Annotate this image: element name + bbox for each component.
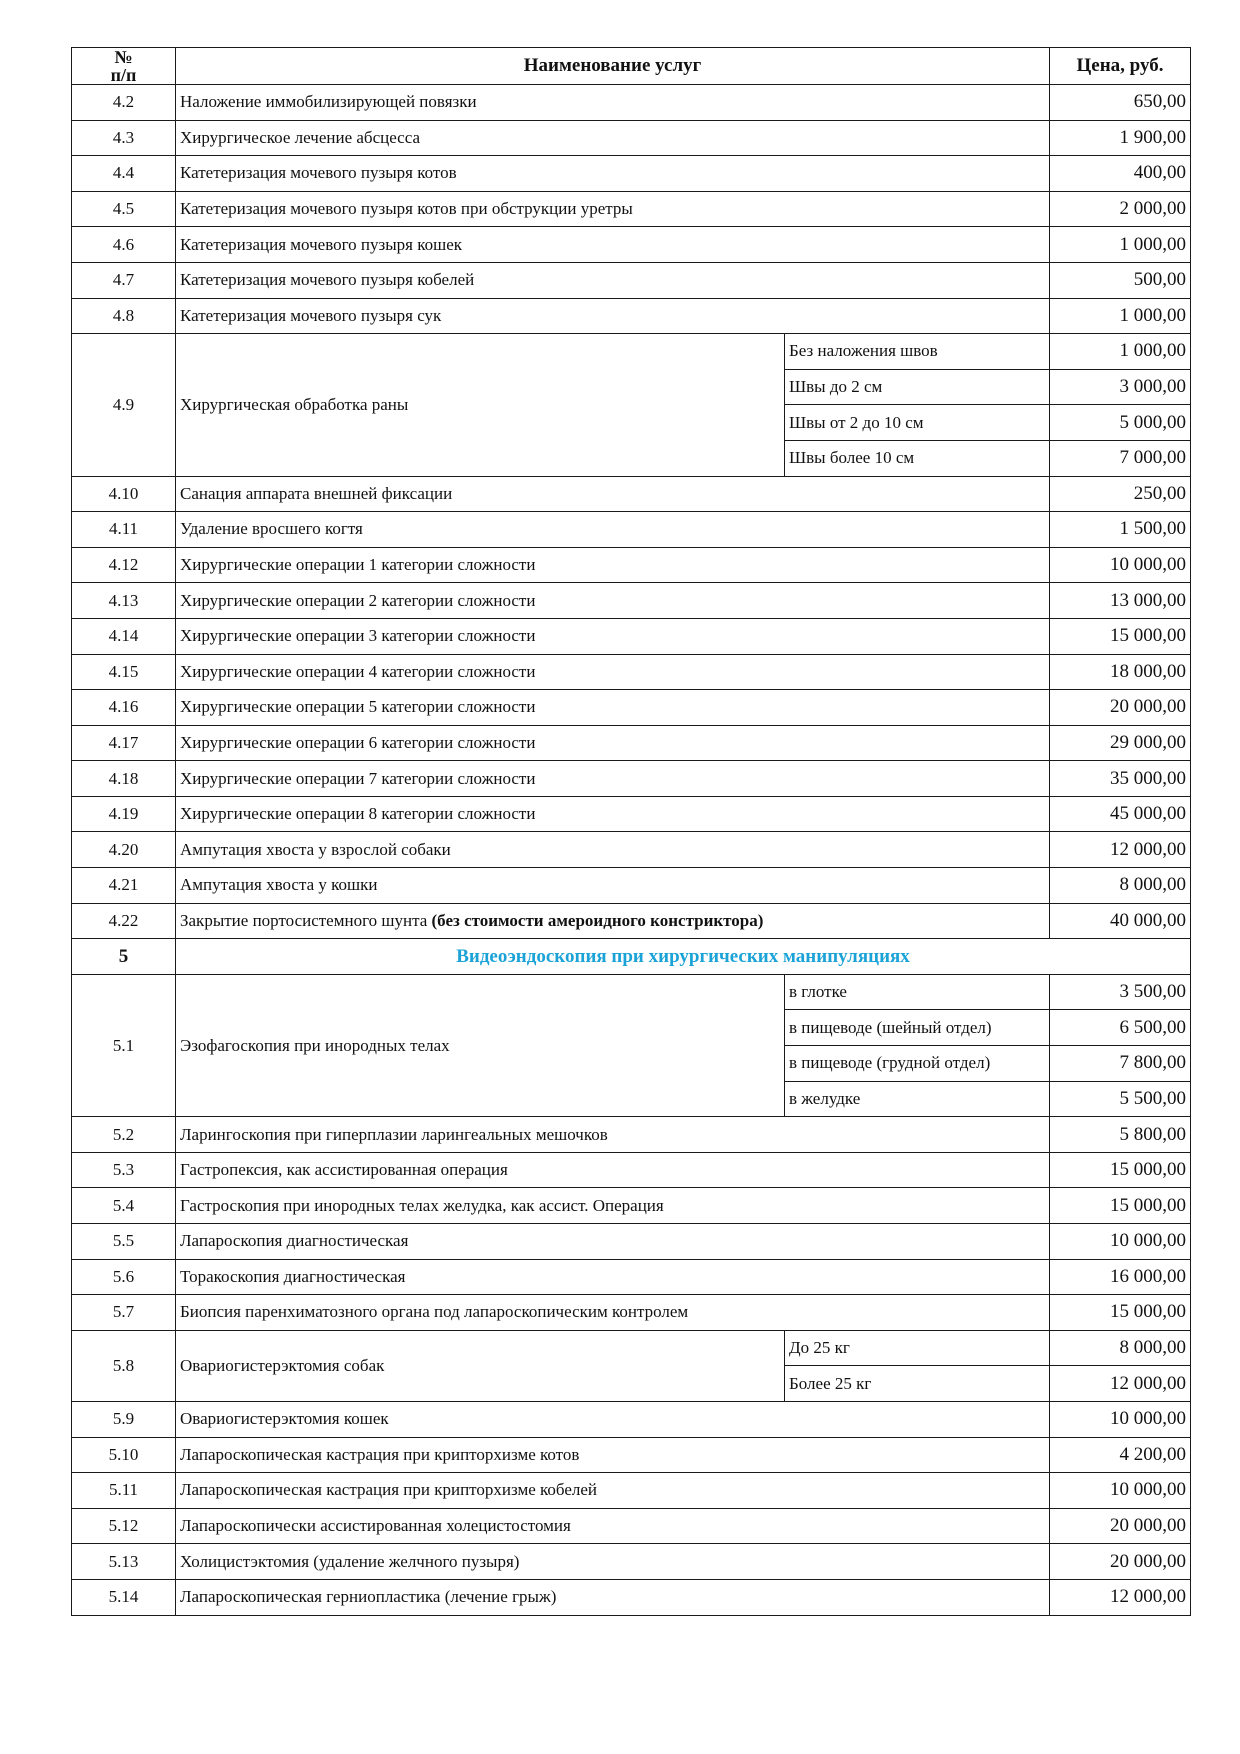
row-number: 5.5 — [72, 1224, 176, 1260]
service-price: 10 000,00 — [1050, 1473, 1191, 1509]
service-option: Швы до 2 см — [785, 369, 1050, 405]
table-row — [72, 1117, 1191, 1153]
row-number: 4.2 — [72, 85, 176, 121]
price-list-table — [71, 47, 1191, 1616]
service-name: Ларингоскопия при гиперплазии ларингеальных мешочков — [176, 1117, 1050, 1153]
service-price: 15 000,00 — [1050, 1152, 1191, 1188]
service-name: Лапароскопическая кастрация при крипторхизме кобелей — [176, 1473, 1050, 1509]
service-name: Ампутация хвоста у кошки — [176, 868, 1050, 904]
row-number: 4.8 — [72, 298, 176, 334]
service-price: 6 500,00 — [1050, 1010, 1191, 1046]
row-number: 5.1 — [72, 974, 176, 1116]
service-name: Эзофагоскопия при инородных телах — [176, 974, 785, 1116]
table-row — [72, 191, 1191, 227]
service-price: 12 000,00 — [1050, 832, 1191, 868]
row-number: 4.22 — [72, 903, 176, 939]
row-number: 5.13 — [72, 1544, 176, 1580]
table-row — [72, 1330, 1191, 1366]
service-name: Катетеризация мочевого пузыря котов при обструкции уретры — [176, 191, 1050, 227]
service-option: в пищеводе (шейный отдел) — [785, 1010, 1050, 1046]
row-number: 5.10 — [72, 1437, 176, 1473]
service-price: 1 900,00 — [1050, 120, 1191, 156]
service-name: Лапароскопия диагностическая — [176, 1224, 1050, 1260]
row-number: 4.18 — [72, 761, 176, 797]
service-name-text: Закрытие портосистемного шунта — [180, 910, 432, 930]
row-number: 4.6 — [72, 227, 176, 263]
service-option: Швы более 10 см — [785, 440, 1050, 476]
service-name: Гастропексия, как ассистированная операция — [176, 1152, 1050, 1188]
table-row — [72, 1188, 1191, 1224]
row-number: 4.20 — [72, 832, 176, 868]
row-number: 5.8 — [72, 1330, 176, 1401]
service-option: Швы от 2 до 10 см — [785, 405, 1050, 441]
service-price: 29 000,00 — [1050, 725, 1191, 761]
service-price: 8 000,00 — [1050, 868, 1191, 904]
service-name: Хирургические операции 6 категории сложности — [176, 725, 1050, 761]
service-name: Хирургические операции 5 категории сложности — [176, 690, 1050, 726]
section-number: 5 — [72, 939, 176, 975]
row-number: 4.16 — [72, 690, 176, 726]
table-row — [72, 761, 1191, 797]
table-row — [72, 156, 1191, 192]
row-number: 4.13 — [72, 583, 176, 619]
service-name: Хирургические операции 1 категории сложности — [176, 547, 1050, 583]
service-price: 1 000,00 — [1050, 334, 1191, 370]
section-title: Видеоэндоскопия при хирургических манипуляциях — [176, 939, 1191, 975]
table-row — [72, 1401, 1191, 1437]
table-row — [72, 476, 1191, 512]
service-price: 15 000,00 — [1050, 1188, 1191, 1224]
service-name: Хирургическое лечение абсцесса — [176, 120, 1050, 156]
service-name: Хирургические операции 7 категории сложности — [176, 761, 1050, 797]
row-number: 5.4 — [72, 1188, 176, 1224]
row-number: 4.12 — [72, 547, 176, 583]
table-row — [72, 583, 1191, 619]
service-price: 500,00 — [1050, 262, 1191, 298]
service-price: 16 000,00 — [1050, 1259, 1191, 1295]
table-row — [72, 832, 1191, 868]
service-price: 15 000,00 — [1050, 1295, 1191, 1331]
service-price: 5 500,00 — [1050, 1081, 1191, 1117]
table-row — [72, 227, 1191, 263]
table-header-row — [72, 48, 1191, 85]
table-row — [72, 120, 1191, 156]
service-price: 2 000,00 — [1050, 191, 1191, 227]
service-price: 20 000,00 — [1050, 1508, 1191, 1544]
table-row — [72, 1508, 1191, 1544]
header-number-label: п/п — [110, 65, 137, 85]
table-row — [72, 1259, 1191, 1295]
table-row — [72, 1579, 1191, 1615]
table-row — [72, 547, 1191, 583]
service-price: 8 000,00 — [1050, 1330, 1191, 1366]
service-name — [176, 903, 1050, 939]
header-price: Цена, руб. — [1050, 48, 1191, 85]
table-row — [72, 85, 1191, 121]
service-name: Холицистэктомия (удаление желчного пузыря) — [176, 1544, 1050, 1580]
row-number: 4.3 — [72, 120, 176, 156]
service-name: Катетеризация мочевого пузыря котов — [176, 156, 1050, 192]
table-row — [72, 1295, 1191, 1331]
service-price: 650,00 — [1050, 85, 1191, 121]
service-name: Торакоскопия диагностическая — [176, 1259, 1050, 1295]
service-price: 4 200,00 — [1050, 1437, 1191, 1473]
row-number: 4.17 — [72, 725, 176, 761]
service-option: До 25 кг — [785, 1330, 1050, 1366]
table-row — [72, 654, 1191, 690]
service-price: 40 000,00 — [1050, 903, 1191, 939]
service-price: 250,00 — [1050, 476, 1191, 512]
row-number: 4.10 — [72, 476, 176, 512]
row-number: 4.7 — [72, 262, 176, 298]
table-row — [72, 796, 1191, 832]
table-row — [72, 868, 1191, 904]
service-price: 5 800,00 — [1050, 1117, 1191, 1153]
service-price: 20 000,00 — [1050, 1544, 1191, 1580]
service-name: Катетеризация мочевого пузыря сук — [176, 298, 1050, 334]
row-number: 5.9 — [72, 1401, 176, 1437]
service-price: 5 000,00 — [1050, 405, 1191, 441]
service-price: 10 000,00 — [1050, 1224, 1191, 1260]
service-name: Хирургические операции 4 категории сложности — [176, 654, 1050, 690]
service-option: в глотке — [785, 974, 1050, 1010]
header-number — [72, 48, 176, 85]
service-name-note: (без стоимости амероидного констриктора) — [431, 910, 764, 930]
row-number: 5.7 — [72, 1295, 176, 1331]
service-price: 3 000,00 — [1050, 369, 1191, 405]
row-number: 5.3 — [72, 1152, 176, 1188]
section-header-row — [72, 939, 1191, 975]
table-row — [72, 903, 1191, 939]
service-price: 10 000,00 — [1050, 1401, 1191, 1437]
service-name: Хирургические операции 8 категории сложности — [176, 796, 1050, 832]
service-name: Катетеризация мочевого пузыря кобелей — [176, 262, 1050, 298]
table-body — [72, 85, 1191, 1616]
service-name: Хирургические операции 2 категории сложности — [176, 583, 1050, 619]
table-row — [72, 618, 1191, 654]
service-price: 1 000,00 — [1050, 298, 1191, 334]
service-name: Биопсия паренхиматозного органа под лапароскопическим контролем — [176, 1295, 1050, 1331]
service-price: 35 000,00 — [1050, 761, 1191, 797]
table-row — [72, 1544, 1191, 1580]
table-row — [72, 298, 1191, 334]
row-number: 5.11 — [72, 1473, 176, 1509]
row-number: 4.5 — [72, 191, 176, 227]
row-number: 5.2 — [72, 1117, 176, 1153]
table-row — [72, 512, 1191, 548]
table-row — [72, 1473, 1191, 1509]
service-price: 7 800,00 — [1050, 1046, 1191, 1082]
service-price: 10 000,00 — [1050, 547, 1191, 583]
service-price: 7 000,00 — [1050, 440, 1191, 476]
table-row — [72, 1437, 1191, 1473]
header-service-name: Наименование услуг — [176, 48, 1050, 85]
service-price: 20 000,00 — [1050, 690, 1191, 726]
row-number: 4.4 — [72, 156, 176, 192]
service-option: Без наложения швов — [785, 334, 1050, 370]
service-name: Катетеризация мочевого пузыря кошек — [176, 227, 1050, 263]
service-name: Овариогистерэктомия кошек — [176, 1401, 1050, 1437]
service-option: в желудке — [785, 1081, 1050, 1117]
service-name: Лапароскопическая кастрация при крипторхизме котов — [176, 1437, 1050, 1473]
service-price: 45 000,00 — [1050, 796, 1191, 832]
row-number: 4.9 — [72, 334, 176, 476]
service-price: 15 000,00 — [1050, 618, 1191, 654]
table-row — [72, 690, 1191, 726]
service-name: Ампутация хвоста у взрослой собаки — [176, 832, 1050, 868]
service-option: в пищеводе (грудной отдел) — [785, 1046, 1050, 1082]
table-row — [72, 725, 1191, 761]
table-row — [72, 262, 1191, 298]
row-number: 4.15 — [72, 654, 176, 690]
table-row — [72, 1152, 1191, 1188]
table-row — [72, 334, 1191, 370]
row-number: 5.14 — [72, 1579, 176, 1615]
service-name: Хирургическая обработка раны — [176, 334, 785, 476]
service-name: Гастроскопия при инородных телах желудка, как ассист. Операция — [176, 1188, 1050, 1224]
service-name: Санация аппарата внешней фиксации — [176, 476, 1050, 512]
service-name: Хирургические операции 3 категории сложности — [176, 618, 1050, 654]
row-number: 5.12 — [72, 1508, 176, 1544]
service-price: 400,00 — [1050, 156, 1191, 192]
service-name: Наложение иммобилизирующей повязки — [176, 85, 1050, 121]
service-price: 1 000,00 — [1050, 227, 1191, 263]
table-row — [72, 974, 1191, 1010]
row-number: 5.6 — [72, 1259, 176, 1295]
row-number: 4.19 — [72, 796, 176, 832]
service-price: 12 000,00 — [1050, 1366, 1191, 1402]
service-name: Лапароскопическая герниопластика (лечение грыж) — [176, 1579, 1050, 1615]
service-option: Более 25 кг — [785, 1366, 1050, 1402]
service-name: Удаление вросшего когтя — [176, 512, 1050, 548]
table-row — [72, 1224, 1191, 1260]
service-price: 13 000,00 — [1050, 583, 1191, 619]
service-name: Овариогистерэктомия собак — [176, 1330, 785, 1401]
service-price: 1 500,00 — [1050, 512, 1191, 548]
row-number: 4.21 — [72, 868, 176, 904]
service-name: Лапароскопически ассистированная холецистостомия — [176, 1508, 1050, 1544]
service-price: 18 000,00 — [1050, 654, 1191, 690]
service-price: 12 000,00 — [1050, 1579, 1191, 1615]
row-number: 4.11 — [72, 512, 176, 548]
row-number: 4.14 — [72, 618, 176, 654]
service-price: 3 500,00 — [1050, 974, 1191, 1010]
header-number-symbol: № — [114, 47, 133, 67]
